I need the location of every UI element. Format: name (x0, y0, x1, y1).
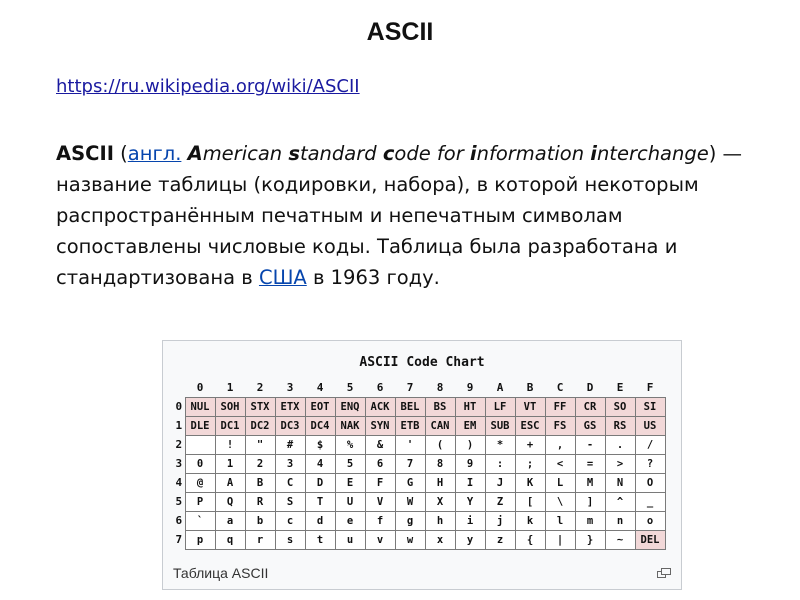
row-header: 1 (175, 419, 183, 432)
char-cell: d (305, 511, 335, 530)
char-cell: D (305, 473, 335, 492)
char-cell: 2 (245, 454, 275, 473)
char-cell: $ (305, 435, 335, 454)
char-cell: X (425, 492, 455, 511)
expand-icon[interactable] (657, 568, 671, 578)
control-char-cell: GS (575, 416, 605, 435)
char-cell: v (365, 530, 395, 549)
char-cell: p (185, 530, 215, 549)
control-char-cell: ETX (275, 397, 305, 416)
column-header: 2 (245, 378, 275, 397)
control-char-cell: ESC (515, 416, 545, 435)
gloss (188, 142, 709, 165)
char-cell: l (545, 511, 575, 530)
column-header: F (635, 378, 665, 397)
ascii-figure (162, 340, 682, 590)
control-char-cell: CR (575, 397, 605, 416)
char-cell: @ (185, 473, 215, 492)
column-header: 1 (215, 378, 245, 397)
char-cell: 5 (335, 454, 365, 473)
char-cell: U (335, 492, 365, 511)
char-cell: ) (455, 435, 485, 454)
paragraph-text-end: в 1963 году. (306, 266, 440, 289)
country-link[interactable]: США (258, 266, 307, 289)
char-cell: [ (515, 492, 545, 511)
row-header: 0 (175, 400, 183, 413)
column-header: 8 (425, 378, 455, 397)
char-cell: L (545, 473, 575, 492)
chart-title: ASCII Code Chart (359, 355, 485, 370)
gloss-part: nformation (476, 142, 591, 165)
column-header: 5 (335, 378, 365, 397)
column-header: C (545, 378, 575, 397)
char-cell: ; (515, 454, 545, 473)
char-cell: n (605, 511, 635, 530)
char-cell: J (485, 473, 515, 492)
control-char-cell: ETB (395, 416, 425, 435)
char-cell: { (515, 530, 545, 549)
char-cell: x (425, 530, 455, 549)
gloss-part: merican (202, 142, 289, 165)
column-header: 4 (305, 378, 335, 397)
char-cell: ` (185, 511, 215, 530)
char-cell: F (365, 473, 395, 492)
column-header: 7 (395, 378, 425, 397)
control-char-cell: BS (425, 397, 455, 416)
char-cell: R (245, 492, 275, 511)
table-row (173, 397, 665, 416)
char-cell: * (485, 435, 515, 454)
char-cell: f (365, 511, 395, 530)
control-char-cell: LF (485, 397, 515, 416)
control-char-cell: EM (455, 416, 485, 435)
char-cell: ( (425, 435, 455, 454)
table-row (173, 435, 665, 454)
char-cell: K (515, 473, 545, 492)
row-header: 4 (175, 476, 183, 489)
control-char-cell: DEL (635, 530, 665, 549)
char-cell: + (515, 435, 545, 454)
control-char-cell: US (635, 416, 665, 435)
control-char-cell: BEL (395, 397, 425, 416)
char-cell: A (215, 473, 245, 492)
gloss-part: nterchange (596, 142, 709, 165)
column-header: 9 (455, 378, 485, 397)
char-cell: H (425, 473, 455, 492)
source-url-link[interactable]: https://ru.wikipedia.org/wiki/ASCII (56, 76, 360, 97)
table-row (173, 492, 665, 511)
char-cell: W (395, 492, 425, 511)
char-cell: & (365, 435, 395, 454)
column-header: A (485, 378, 515, 397)
char-cell: Y (455, 492, 485, 511)
char-cell: Z (485, 492, 515, 511)
column-header: E (605, 378, 635, 397)
char-cell (185, 435, 215, 454)
control-char-cell: NUL (185, 397, 215, 416)
char-cell: a (215, 511, 245, 530)
char-cell: E (335, 473, 365, 492)
paragraph-text: ) — название таблицы (кодировки, набора), в которой некоторым распространённым печатным и непечатным символам сопоставлены числовые коды. Таблица была разработана и стандартизована в (56, 142, 743, 289)
gloss-letter: A (187, 142, 203, 165)
char-cell: e (335, 511, 365, 530)
table-body (173, 397, 665, 549)
column-header: D (575, 378, 605, 397)
char-cell: ' (395, 435, 425, 454)
char-cell: ? (635, 454, 665, 473)
char-cell: " (245, 435, 275, 454)
control-char-cell: VT (515, 397, 545, 416)
char-cell: k (515, 511, 545, 530)
char-cell: q (215, 530, 245, 549)
char-cell: _ (635, 492, 665, 511)
char-cell: j (485, 511, 515, 530)
lang-link[interactable]: англ. (127, 142, 182, 165)
char-cell: P (185, 492, 215, 511)
control-char-cell: EOT (305, 397, 335, 416)
control-char-cell: SYN (365, 416, 395, 435)
control-char-cell: DC1 (215, 416, 245, 435)
char-cell: } (575, 530, 605, 549)
char-cell: C (275, 473, 305, 492)
char-cell: ^ (605, 492, 635, 511)
char-cell: ! (215, 435, 245, 454)
char-cell: . (605, 435, 635, 454)
ascii-code-table (173, 378, 666, 550)
char-cell: , (545, 435, 575, 454)
char-cell: / (635, 435, 665, 454)
gloss-letter: c (382, 142, 395, 165)
control-char-cell: DC4 (305, 416, 335, 435)
table-row (173, 416, 665, 435)
char-cell: r (245, 530, 275, 549)
article-paragraph (56, 138, 756, 293)
column-header: B (515, 378, 545, 397)
gloss-part: ode for (394, 142, 470, 165)
row-header: 3 (175, 457, 183, 470)
char-cell: I (455, 473, 485, 492)
char-cell: y (455, 530, 485, 549)
char-cell: c (275, 511, 305, 530)
char-cell: 0 (185, 454, 215, 473)
char-cell: s (275, 530, 305, 549)
control-char-cell: NAK (335, 416, 365, 435)
char-cell: ] (575, 492, 605, 511)
char-cell: # (275, 435, 305, 454)
char-cell: h (425, 511, 455, 530)
gloss-part: tandard (299, 142, 383, 165)
char-cell: u (335, 530, 365, 549)
char-cell: G (395, 473, 425, 492)
char-cell: i (455, 511, 485, 530)
char-cell: O (635, 473, 665, 492)
char-cell: M (575, 473, 605, 492)
char-cell: | (545, 530, 575, 549)
control-char-cell: SOH (215, 397, 245, 416)
table-row (173, 530, 665, 549)
char-cell: S (275, 492, 305, 511)
char-cell: b (245, 511, 275, 530)
table-row (173, 511, 665, 530)
char-cell: o (635, 511, 665, 530)
control-char-cell: DC2 (245, 416, 275, 435)
control-char-cell: ACK (365, 397, 395, 416)
gloss-letter: i (469, 142, 477, 165)
control-char-cell: SI (635, 397, 665, 416)
row-header: 6 (175, 514, 183, 527)
control-char-cell: ENQ (335, 397, 365, 416)
control-char-cell: DC3 (275, 416, 305, 435)
char-cell: : (485, 454, 515, 473)
char-cell: \ (545, 492, 575, 511)
table-row (173, 473, 665, 492)
control-char-cell: SUB (485, 416, 515, 435)
row-header: 5 (175, 495, 183, 508)
char-cell: 8 (425, 454, 455, 473)
control-char-cell: DLE (185, 416, 215, 435)
column-header-row (173, 378, 665, 397)
char-cell: < (545, 454, 575, 473)
char-cell: N (605, 473, 635, 492)
gloss-letter: s (288, 142, 300, 165)
control-char-cell: SO (605, 397, 635, 416)
column-header: 6 (365, 378, 395, 397)
char-cell: = (575, 454, 605, 473)
column-header: 0 (185, 378, 215, 397)
char-cell: > (605, 454, 635, 473)
column-header: 3 (275, 378, 305, 397)
control-char-cell: STX (245, 397, 275, 416)
char-cell: ~ (605, 530, 635, 549)
char-cell: - (575, 435, 605, 454)
char-cell: 9 (455, 454, 485, 473)
char-cell: 3 (275, 454, 305, 473)
row-header: 7 (175, 533, 183, 546)
char-cell: 6 (365, 454, 395, 473)
char-cell: V (365, 492, 395, 511)
char-cell: g (395, 511, 425, 530)
row-header: 2 (175, 438, 183, 451)
control-char-cell: RS (605, 416, 635, 435)
term-ascii: ASCII (56, 142, 114, 165)
control-char-cell: HT (455, 397, 485, 416)
char-cell: 1 (215, 454, 245, 473)
char-cell: B (245, 473, 275, 492)
char-cell: T (305, 492, 335, 511)
char-cell: z (485, 530, 515, 549)
figure-caption: Таблица ASCII (173, 565, 269, 581)
char-cell: 7 (395, 454, 425, 473)
paren-open: ( (113, 142, 128, 165)
page-title: ASCII (366, 18, 434, 46)
char-cell: t (305, 530, 335, 549)
corner-cell (173, 378, 185, 397)
char-cell: Q (215, 492, 245, 511)
char-cell: m (575, 511, 605, 530)
gloss-letter: i (590, 142, 597, 165)
table-row (173, 454, 665, 473)
control-char-cell: FF (545, 397, 575, 416)
char-cell: 4 (305, 454, 335, 473)
control-char-cell: FS (545, 416, 575, 435)
char-cell: w (395, 530, 425, 549)
control-char-cell: CAN (425, 416, 455, 435)
char-cell: % (335, 435, 365, 454)
